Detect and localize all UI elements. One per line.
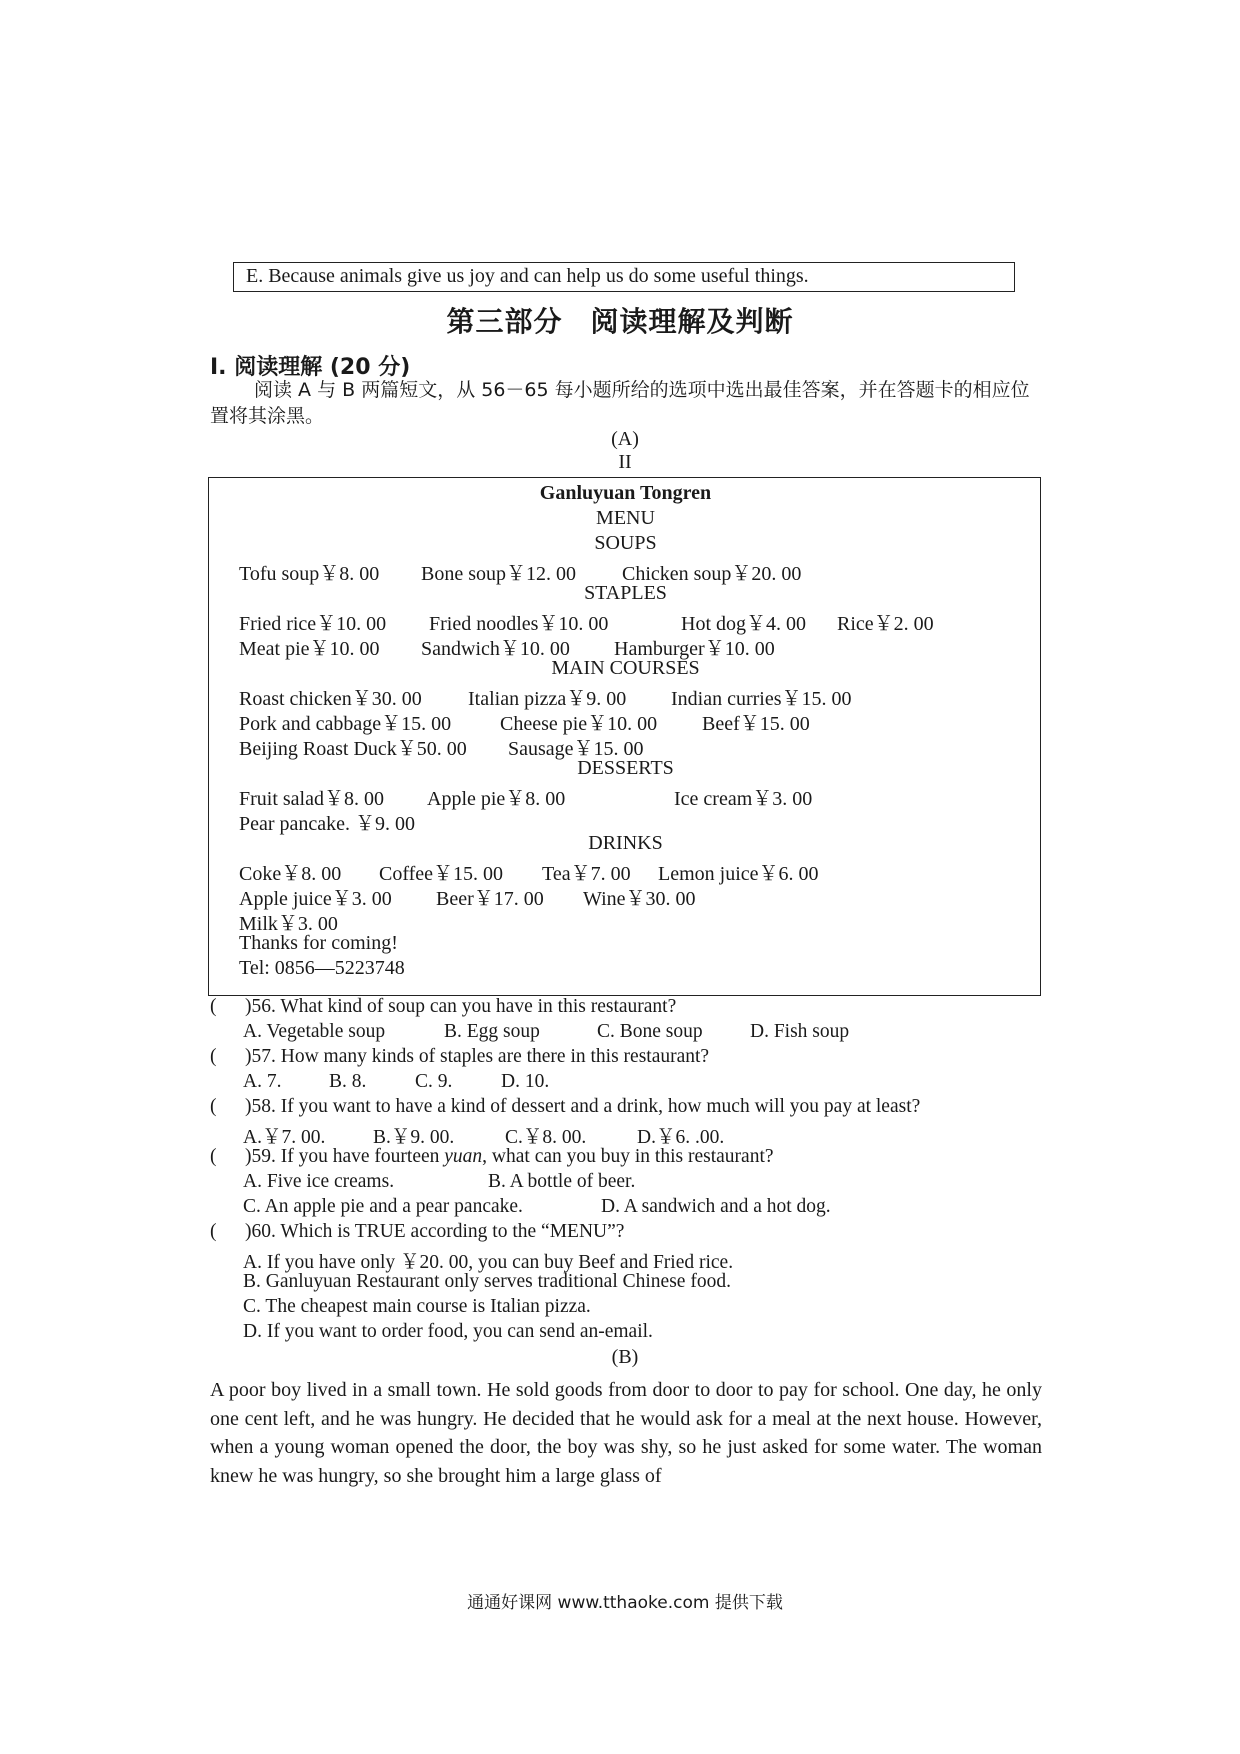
option-a: A.￥7. 00. — [243, 1127, 326, 1148]
answer-paren: ( — [210, 1146, 217, 1167]
menu-item: Beef￥15. 00 — [702, 713, 810, 735]
menu-staples-heading: STAPLES — [584, 582, 667, 604]
menu-item: Hamburger￥10. 00 — [614, 638, 775, 660]
menu-item: Fried noodles￥10. 00 — [429, 613, 609, 635]
question-text-emphasis: yuan — [444, 1146, 483, 1167]
option-a: A. 7. — [243, 1071, 282, 1092]
menu-item: Fruit salad￥8. 00 — [239, 788, 384, 810]
menu-item: Indian curries￥15. 00 — [671, 688, 852, 710]
part-title-number: 第三部分 — [446, 305, 563, 338]
roman-numeral-label: II — [618, 451, 632, 473]
menu-item: Italian pizza￥9. 00 — [468, 688, 627, 710]
menu-item: Bone soup￥12. 00 — [421, 563, 576, 585]
menu-item: Milk￥3. 00 — [239, 913, 338, 935]
menu-item: Apple juice￥3. 00 — [239, 888, 392, 910]
menu-soups-heading: SOUPS — [594, 532, 657, 554]
menu-box — [208, 477, 1041, 996]
part-title-name: 阅读理解及判断 — [590, 305, 794, 338]
menu-item: Coffee￥15. 00 — [379, 863, 504, 885]
menu-item: Tofu soup￥8. 00 — [239, 563, 380, 585]
menu-item: Fried rice￥10. 00 — [239, 613, 387, 635]
option-b: B.￥9. 00. — [373, 1127, 455, 1148]
question-56 — [210, 996, 676, 1018]
option-c: C.￥8. 00. — [505, 1127, 587, 1148]
menu-item: Ice cream￥3. 00 — [674, 788, 813, 810]
option-d: D.￥6. .00. — [637, 1127, 725, 1148]
option-c: C. An apple pie and a pear pancake. — [243, 1196, 523, 1217]
instruction-text: 阅读 A 与 B 两篇短文，从 56－65 每小题所给的选项中选出最佳答案，并在答题卡的相应位置将其涂黑。 — [210, 379, 1030, 427]
question-57 — [210, 1046, 709, 1068]
menu-item: Coke￥8. 00 — [239, 863, 342, 885]
question-text: )60. Which is TRUE according to the “MENU”? — [245, 1221, 625, 1242]
answer-paren: ( — [210, 996, 217, 1017]
question-60 — [210, 1221, 624, 1243]
answer-paren: ( — [210, 1046, 217, 1067]
menu-item: Chicken soup￥20. 00 — [622, 563, 802, 585]
menu-item: Pear pancake. ￥9. 00 — [239, 813, 416, 835]
option-c: C. Bone soup — [597, 1021, 703, 1042]
question-58 — [210, 1096, 920, 1118]
option-c: C. 9. — [415, 1071, 453, 1092]
menu-item: Rice￥2. 00 — [837, 613, 934, 635]
option-a: A. Vegetable soup — [243, 1021, 386, 1042]
section-heading: I. 阅读理解 (20 分) — [210, 355, 411, 380]
menu-item: Sandwich￥10. 00 — [421, 638, 570, 660]
passage-b-label: (B) — [611, 1346, 639, 1368]
menu-item: Sausage￥15. 00 — [508, 738, 644, 760]
option-b: B. A bottle of beer. — [488, 1171, 636, 1192]
menu-item: Lemon juice￥6. 00 — [658, 863, 819, 885]
passage-a-label: (A) — [611, 428, 639, 450]
option-a: A. If you have only ￥20. 00, you can buy Beef and Fried rice. — [243, 1252, 734, 1273]
option-e-box: E. Because animals give us joy and can help us do some useful things. — [233, 262, 1015, 292]
menu-telephone: Tel: 0856—5223748 — [239, 957, 405, 979]
option-a: A. Five ice creams. — [243, 1171, 395, 1192]
option-d: D. 10. — [501, 1071, 550, 1092]
menu-drinks-heading: DRINKS — [588, 832, 663, 854]
question-text: )59. If you have fourteen — [245, 1146, 445, 1167]
menu-item: Meat pie￥10. 00 — [239, 638, 380, 660]
menu-item: Roast chicken￥30. 00 — [239, 688, 422, 710]
option-b: B. 8. — [329, 1071, 367, 1092]
menu-item: Hot dog￥4. 00 — [681, 613, 806, 635]
option-d: D. Fish soup — [750, 1021, 850, 1042]
passage-b-text: A poor boy lived in a small town. He sold goods from door to door to pay for school. One day, he only one cent left, and he was hungry. He decided that he would ask for a meal at the next house. However, when a young woman opened the door, the boy was shy, so he just asked for some water. The woman knew he was hungry, so she brought him a large glass of — [210, 1379, 1042, 1487]
option-b: B. Ganluyuan Restaurant only serves traditional Chinese food. — [243, 1271, 731, 1292]
option-d: D. If you want to order food, you can send an-email. — [243, 1321, 653, 1342]
question-text: )57. How many kinds of staples are there in this restaurant? — [245, 1046, 710, 1067]
menu-item: Tea￥7. 00 — [542, 863, 631, 885]
question-text: )56. What kind of soup can you have in this restaurant? — [245, 996, 677, 1017]
option-c: C. The cheapest main course is Italian pizza. — [243, 1296, 591, 1317]
menu-title: MENU — [596, 507, 655, 529]
menu-restaurant-name: Ganluyuan Tongren — [539, 482, 712, 504]
menu-item: Beijing Roast Duck￥50. 00 — [239, 738, 467, 760]
menu-item: Apple pie￥8. 00 — [427, 788, 566, 810]
menu-main-heading: MAIN COURSES — [551, 657, 700, 679]
footer-source: 通通好课网 www.tthaoke.com 提供下载 — [467, 1593, 783, 1613]
option-d: D. A sandwich and a hot dog. — [601, 1196, 831, 1217]
option-b: B. Egg soup — [444, 1021, 540, 1042]
part-title — [0, 300, 1240, 340]
answer-paren: ( — [210, 1221, 217, 1242]
menu-item: Beer￥17. 00 — [436, 888, 544, 910]
menu-thanks: Thanks for coming! — [239, 932, 398, 954]
menu-item: Pork and cabbage￥15. 00 — [239, 713, 452, 735]
question-text: , what can you buy in this restaurant? — [482, 1146, 774, 1167]
question-text: )58. If you want to have a kind of dessert and a drink, how much will you pay at least? — [245, 1096, 921, 1117]
menu-item: Cheese pie￥10. 00 — [500, 713, 658, 735]
answer-paren: ( — [210, 1096, 217, 1117]
menu-item: Wine￥30. 00 — [583, 888, 696, 910]
menu-desserts-heading: DESSERTS — [577, 757, 674, 779]
question-59 — [210, 1146, 774, 1168]
